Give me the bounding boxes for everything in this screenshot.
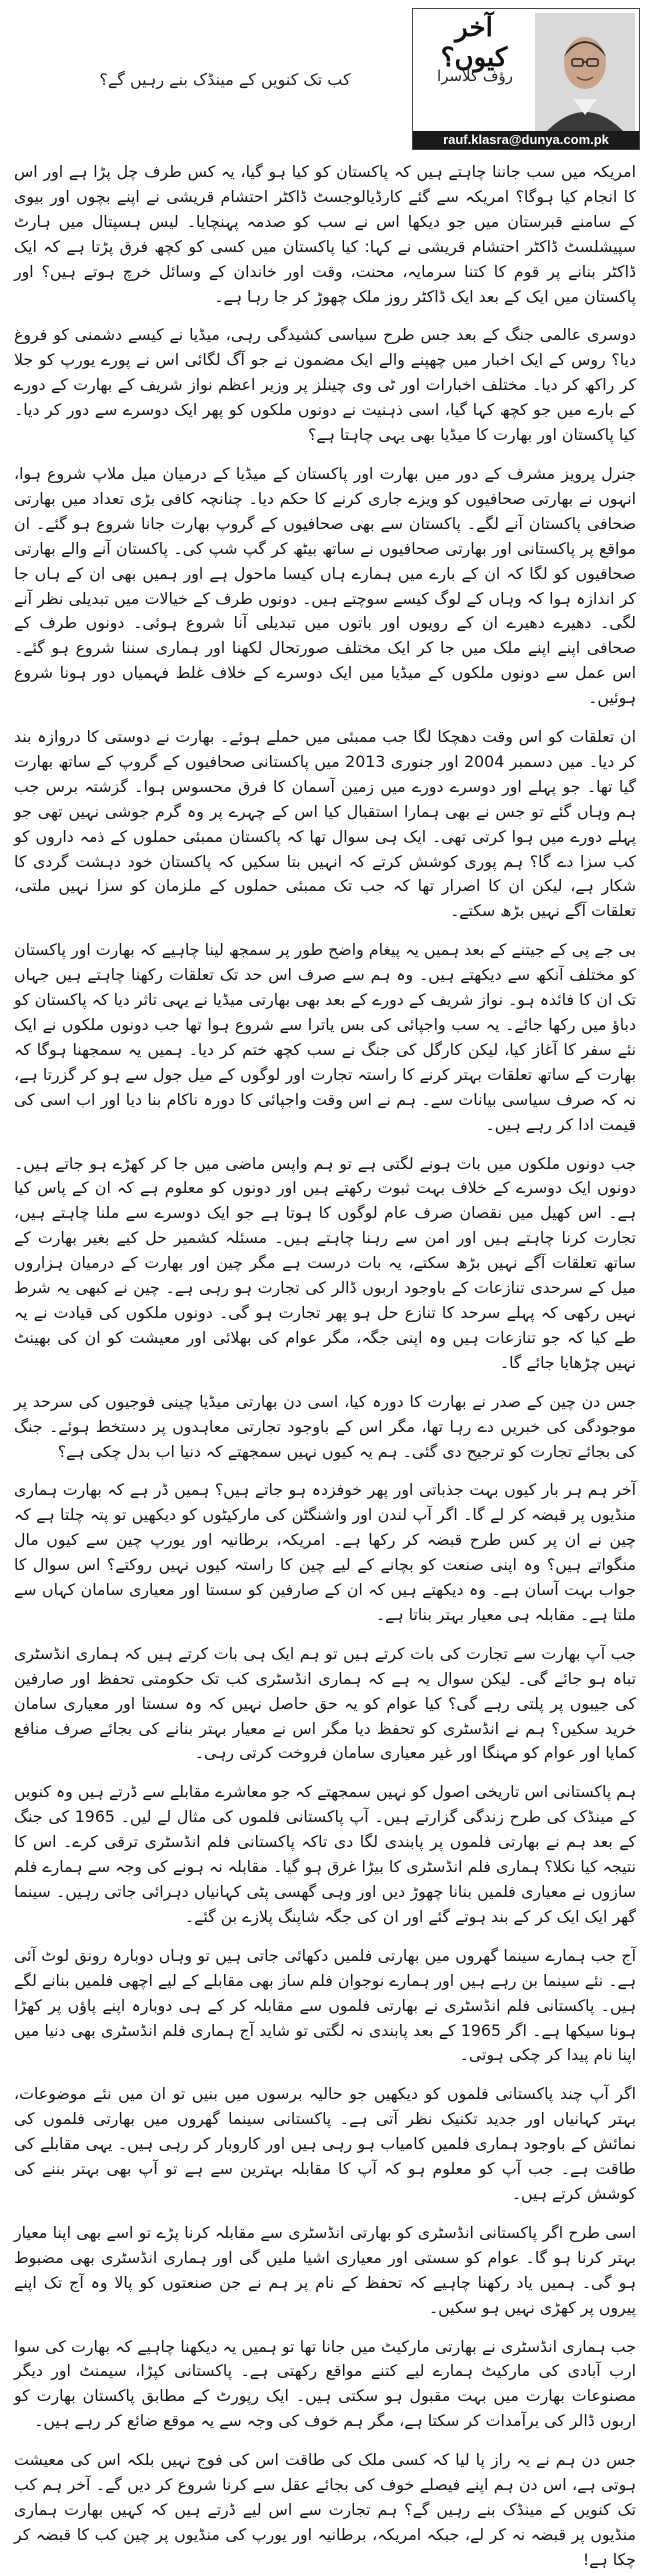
paragraph: جب آپ بھارت سے تجارت کی بات کرتے ہیں تو ہم ایک ہی بات کرتے ہیں کہ ہماری انڈسٹری تباہ ہو جائے گی۔ لیکن سوال یہ ہے کہ ہماری انڈسٹری کب تک حکومتی تحفظ اور صارفین کی جیبوں پر پلتی رہے گی؟ کیا عوام کو یہ حق حاصل نہیں کہ وہ سستا اور معیاری سامان خرید سکیں؟ ہم نے انڈسٹری کو تحفظ دیا مگر اس نے معیار بہتر بنانے کی بجائے صرف منافع کمایا اور عوام کو مہنگا اور غیر معیاری سامان فروخت کرتی رہی۔	[14, 1643, 636, 1763]
paragraph: امریکہ میں سب جاننا چاہتے ہیں کہ پاکستان کو کیا ہو گیا، یہ کس طرف چل پڑا ہے اور اس کا انجام کیا ہوگا؟ امریکہ سے گئے کارڈیالوجسٹ ڈاکٹر احتشام قریشی نے اپنے بچوں اور بیوی کے سامنے قبرستان میں جو دیکھا اس نے سب کو صدمہ پہنچایا۔ لیس ہسپتال میں ہارٹ سپیشلسٹ ڈاکٹر احتشام قریشی نے کہا: کیا پاکستان میں کسی کو کچھ فرق پڑتا ہے کہ ایک ڈاکٹر بنانے پر قوم کا کتنا سرمایہ، محنت، وقت اور خاندان کے وسائل خرچ ہوتے ہیں؟ اور پاکستان میں ایک کے بعد ایک ڈاکٹر روز ملک چھوڑ کر جا رہا ہے۔	[14, 162, 636, 306]
article-body	[14, 160, 636, 2569]
paragraph: ان تعلقات کو اس وقت دھچکا لگا جب ممبئی میں حملے ہوئے۔ بھارت نے دوستی کا دروازہ بند کر دیا۔ میں دسمبر 2004 اور جنوری 2013 میں پاکستانی صحافیوں کے گروپ کے ساتھ بھارت گیا تھا۔ جو پہلے اور دوسرے دورے میں زمین آسمان کا فرق محسوس ہوا۔ گزشتہ برس جب ہم وہاں گئے تو جس نے بھی ہمارا استقبال کیا اس کے چہرے پر وہ گرم جوشی نہیں تھی جو پہلے دورے میں ہوا کرتی تھی۔ ایک ہی سوال تھا کہ پاکستان ممبئی حملوں کے ذمہ داروں کو کب سزا دے گا؟ ہم پوری کوشش کرتے کہ انہیں بتا سکیں کہ پاکستان خود دہشت گردی کا شکار ہے، لیکن ان کا اصرار تھا کہ جب تک ممبئی حملوں کے ملزمان کو سزا نہیں ملتی، تعلقات آگے نہیں بڑھ سکتے۔	[14, 727, 636, 921]
column-name: آخر کیوں؟	[440, 13, 508, 73]
paragraph: جس دن چین کے صدر نے بھارت کا دورہ کیا، اسی دن بھارتی میڈیا چینی فوجیوں کی سرحد پر موجودگی کی خبریں دے رہا تھا، مگر اس کے باوجود تجارتی معاہدوں پر دستخط ہوئے۔ جنگ کی بجائے تجارت کو ترجیح دی گئی۔ ہم یہ کیوں نہیں سمجھتے کہ دنیا اب بدل چکی ہے؟	[14, 1391, 636, 1461]
paragraph: آج جب ہمارے سینما گھروں میں بھارتی فلمیں دکھائی جاتی ہیں تو وہاں دوبارہ رونق لوٹ آئی ہے۔ نئے سینما بن رہے ہیں اور ہمارے نوجوان فلم ساز بھی مقابلے کے لیے اچھی فلمیں بنانے لگے ہیں۔ پاکستانی فلم انڈسٹری نے بھارتی فلموں سے مقابلہ کر کے ہی دوبارہ اپنے پاؤں پر کھڑا ہونا سیکھا ہے۔ اگر 1965 کے بعد پابندی نہ لگتی تو شاید آج ہماری فلم انڈسٹری بھی دنیا میں اپنا نام پیدا کر چکی ہوتی۔	[14, 1945, 636, 2065]
paragraph: جب ہماری انڈسٹری نے بھارتی مارکیٹ میں جانا تھا تو ہمیں یہ دیکھنا چاہیے کہ بھارت کی سوا ارب آبادی کی مارکیٹ ہمارے لیے کتنے مواقع رکھتی ہے۔ پاکستانی کپڑا، سیمنٹ اور دیگر مصنوعات بھارت میں بہت مقبول ہو سکتی ہیں۔ ایک رپورٹ کے مطابق پاکستان بھارت کو اربوں ڈالر کی برآمدات کر سکتا ہے، مگر ہم خوف کی وجہ سے یہ موقع ضائع کر رہے ہیں۔	[14, 2336, 636, 2431]
paragraph: اسی طرح اگر پاکستانی انڈسٹری کو بھارتی انڈسٹری سے مقابلہ کرنا پڑے تو اسے بھی اپنا معیار بہتر کرنا ہو گا۔ عوام کو سستی اور معیاری اشیا ملیں گی اور ہماری انڈسٹری بھی مضبوط ہو گی۔ ہمیں یاد رکھنا چاہیے کہ تحفظ کے نام پر ہم نے جن صنعتوں کو پالا وہ آج تک اپنے پیروں پر کھڑی نہیں ہو سکیں۔	[14, 2222, 636, 2317]
paragraph: آخر ہم ہر بار کیوں بہت جذباتی اور پھر خوفزدہ ہو جاتے ہیں؟ ہمیں ڈر ہے کہ بھارت ہماری منڈیوں پر قبضہ کر لے گا۔ اگر آپ لندن اور واشنگٹن کی مارکیٹوں کو دیکھیں تو پتہ چلتا ہے کہ چین نے ان پر کس طرح قبضہ کر رکھا ہے۔ امریکہ، برطانیہ اور یورپ چین سے کیوں مال منگواتے ہیں؟ وہ اپنی صنعت کو بچانے کے لیے چین کا راستہ کیوں نہیں روکتے؟ اس سوال کا جواب بہت آسان ہے۔ وہ دیکھتے ہیں کہ ان کے صارفین کو سستا اور معیاری سامان کہاں سے ملتا ہے۔ مقابلہ ہی معیار بہتر بناتا ہے۔	[14, 1480, 636, 1624]
paragraph: جنرل پرویز مشرف کے دور میں بھارت اور پاکستان کے میڈیا کے درمیان میل ملاپ شروع ہوا، انہوں نے بھارتی صحافیوں کو ویزے جاری کرنے کا حکم دیا۔ چنانچہ کافی بڑی تعداد میں بھارتی صحافی پاکستان آنے لگے۔ پاکستان سے بھی صحافیوں کے گروپ بھارت جانا شروع ہو گئے۔ ان مواقع پر پاکستانی اور بھارتی صحافیوں نے ساتھ بیٹھ کر گپ شپ کی۔ پاکستان آنے والے بھارتی صحافیوں کو لگا کہ ان کے بارے میں ہمارے ہاں کیسا ماحول ہے اور ہمیں بھی ان کے ہاں جا کر اندازہ ہوا کہ وہاں کے لوگ کیسے سوچتے ہیں۔ دونوں طرف کے خیالات میں تبدیلی نظر آنے لگی۔ دھیرے دھیرے ان کے رویوں اور باتوں میں تبدیلی آنا شروع ہوئی۔ دونوں طرف کے صحافی اپنے اپنے ملک میں جا کر ایک مختلف صورتحال لکھنا اور ہماری سننا شروع ہو گئے۔ اس عمل سے دونوں ملکوں کے میڈیا میں ایک دوسرے کے خلاف غلط فہمیاں دور ہونا شروع ہوئیں۔	[14, 463, 636, 708]
author-name: رؤف کلاسرا	[437, 67, 513, 85]
paragraph: بی جے پی کے جیتنے کے بعد ہمیں یہ پیغام واضح طور پر سمجھ لینا چاہیے کہ بھارت اور پاکستان کو مختلف آنکھ سے دیکھتے ہیں۔ وہ ہم سے صرف اس حد تک تعلقات رکھنا چاہتے ہیں جہاں تک ان کا فائدہ ہو۔ نواز شریف کے دورے کے بعد بھی بھارتی میڈیا نے یہی تاثر دیا کہ پاکستان کو دباؤ میں رکھا جائے۔ یہ سب واجپائی کی بس یاترا سے شروع ہوا تھا جب دونوں ملکوں نے ایک نئے سفر کا آغاز کیا، لیکن کارگل کی جنگ نے سب کچھ ختم کر دیا۔ ہمیں یہ سمجھنا ہوگا کہ بھارت کے ساتھ تعلقات بہتر کرنے کا راستہ تجارت اور لوگوں کے میل جول سے ہو کر گزرتا ہے، نہ کہ صرف سیاسی بیانات سے۔ ہم نے اس وقت واجپائی کا دورہ ناکام بنا دیا اور اب اسی کی قیمت ادا کر رہے ہیں۔	[14, 940, 636, 1134]
paragraph: جب دونوں ملکوں میں بات ہونے لگتی ہے تو ہم واپس ماضی میں جا کر کھڑے ہو جاتے ہیں۔ دونوں ایک دوسرے کے خلاف بہت ثبوت رکھتے ہیں اور دونوں کو معلوم ہے کہ ان کے پاس کیا ہے۔ اس کھیل میں نقصان صرف عام لوگوں کا ہوتا ہے جو ایک دوسرے سے ملنا چاہتے ہیں، تجارت کرنا چاہتے ہیں اور امن سے رہنا چاہتے ہیں۔ مسئلہ کشمیر حل کیے بغیر بھارت کے ساتھ تعلقات آگے نہیں بڑھ سکتے، یہ بات درست ہے مگر چین اور بھارت کے درمیان ہزاروں میل کے سرحدی تنازعات کے باوجود اربوں ڈالر کی تجارت ہو رہی ہے۔ چین نے کبھی یہ شرط نہیں رکھی کہ پہلے سرحد کا تنازع حل ہو پھر تجارت ہو گی۔ دونوں ملکوں کی قیادت نے یہ طے کیا کہ جو تنازعات ہیں وہ اپنی جگہ، مگر عوام کی بھلائی اور معیشت کو ان کی بھینٹ نہیں چڑھایا جائے گا۔	[14, 1153, 636, 1372]
column-brand-box	[412, 8, 640, 150]
column-header	[0, 0, 650, 155]
paragraph: دوسری عالمی جنگ کے بعد جس طرح سیاسی کشیدگی رہی، میڈیا نے کیسے دشمنی کو فروغ دیا؟ روس کے ایک اخبار میں چھپنے والے ایک مضمون نے جو آگ لگائی اس نے پورے یورپ کو جلا کر راکھ کر دیا۔ مختلف اخبارات اور ٹی وی چینلز پر وزیر اعظم نواز شریف کے بھارت کے دورے کے بارے میں جو کچھ کہا گیا، اسی ذہنیت نے دونوں ملکوں کو پھر ایک دوسرے سے دور کر دیا۔ کیا پاکستان اور بھارت کا میڈیا بھی یہی چاہتا ہے؟	[14, 325, 636, 445]
paragraph: اگر آپ چند پاکستانی فلموں کو دیکھیں جو حالیہ برسوں میں بنیں تو ان میں نئے موضوعات، بہتر کہانیاں اور جدید تکنیک نظر آتی ہے۔ پاکستانی سینما گھروں میں بھارتی فلموں کی نمائش کے باوجود ہماری فلمیں کامیاب ہو رہی ہیں اور کاروبار کر رہی ہیں۔ یہی مقابلے کی طاقت ہے۔ جب آپ کو معلوم ہو کہ آپ کا مقابلہ بہترین سے ہے تو آپ بھی بہتر بننے کی کوشش کرتے ہیں۔	[14, 2084, 636, 2203]
author-portrait-icon	[535, 13, 635, 133]
headline: کب تک کنویں کے مینڈک بنے رہیں گے؟	[99, 70, 351, 89]
paragraph: جس دن ہم نے یہ راز پا لیا کہ کسی ملک کی طاقت اس کی فوج نہیں بلکہ اس کی معیشت ہوتی ہے، اس دن ہم اپنے فیصلے خوف کی بجائے عقل سے کرنا شروع کر دیں گے۔ آخر ہم کب تک کنویں کے مینڈک بنے رہیں گے؟ ہم تجارت سے اس لیے ڈرتے ہیں کہ کہیں بھارت ہماری منڈیوں پر قبضہ نہ کر لے، جبکہ امریکہ، برطانیہ اور یورپ کی منڈیوں پر چین کب کا قبضہ کر چکا ہے!	[14, 2450, 636, 2569]
author-email[interactable]: rauf.klasra@dunya.com.pk	[413, 131, 639, 149]
paragraph: ہم پاکستانی اس تاریخی اصول کو نہیں سمجھتے کہ جو معاشرے مقابلے سے ڈرتے ہیں وہ کنویں کے مینڈک کی طرح زندگی گزارتے ہیں۔ آپ پاکستانی فلموں کی مثال لے لیں۔ 1965 کی جنگ کے بعد ہم نے بھارتی فلموں پر پابندی لگا دی تاکہ پاکستانی فلم انڈسٹری ترقی کرے۔ اس کا نتیجہ کیا نکلا؟ ہماری فلم انڈسٹری کا بیڑا غرق ہو گیا۔ مقابلہ نہ ہونے کی وجہ سے ہمارے فلم سازوں نے معیاری فلمیں بنانا چھوڑ دیں اور وہی گھسی پٹی کہانیاں دہرائی جاتی رہیں۔ سینما گھر ایک ایک کر کے بند ہوتے گئے اور ان کی جگہ شاپنگ پلازے بن گئے۔	[14, 1782, 636, 1926]
author-photo	[535, 13, 635, 133]
